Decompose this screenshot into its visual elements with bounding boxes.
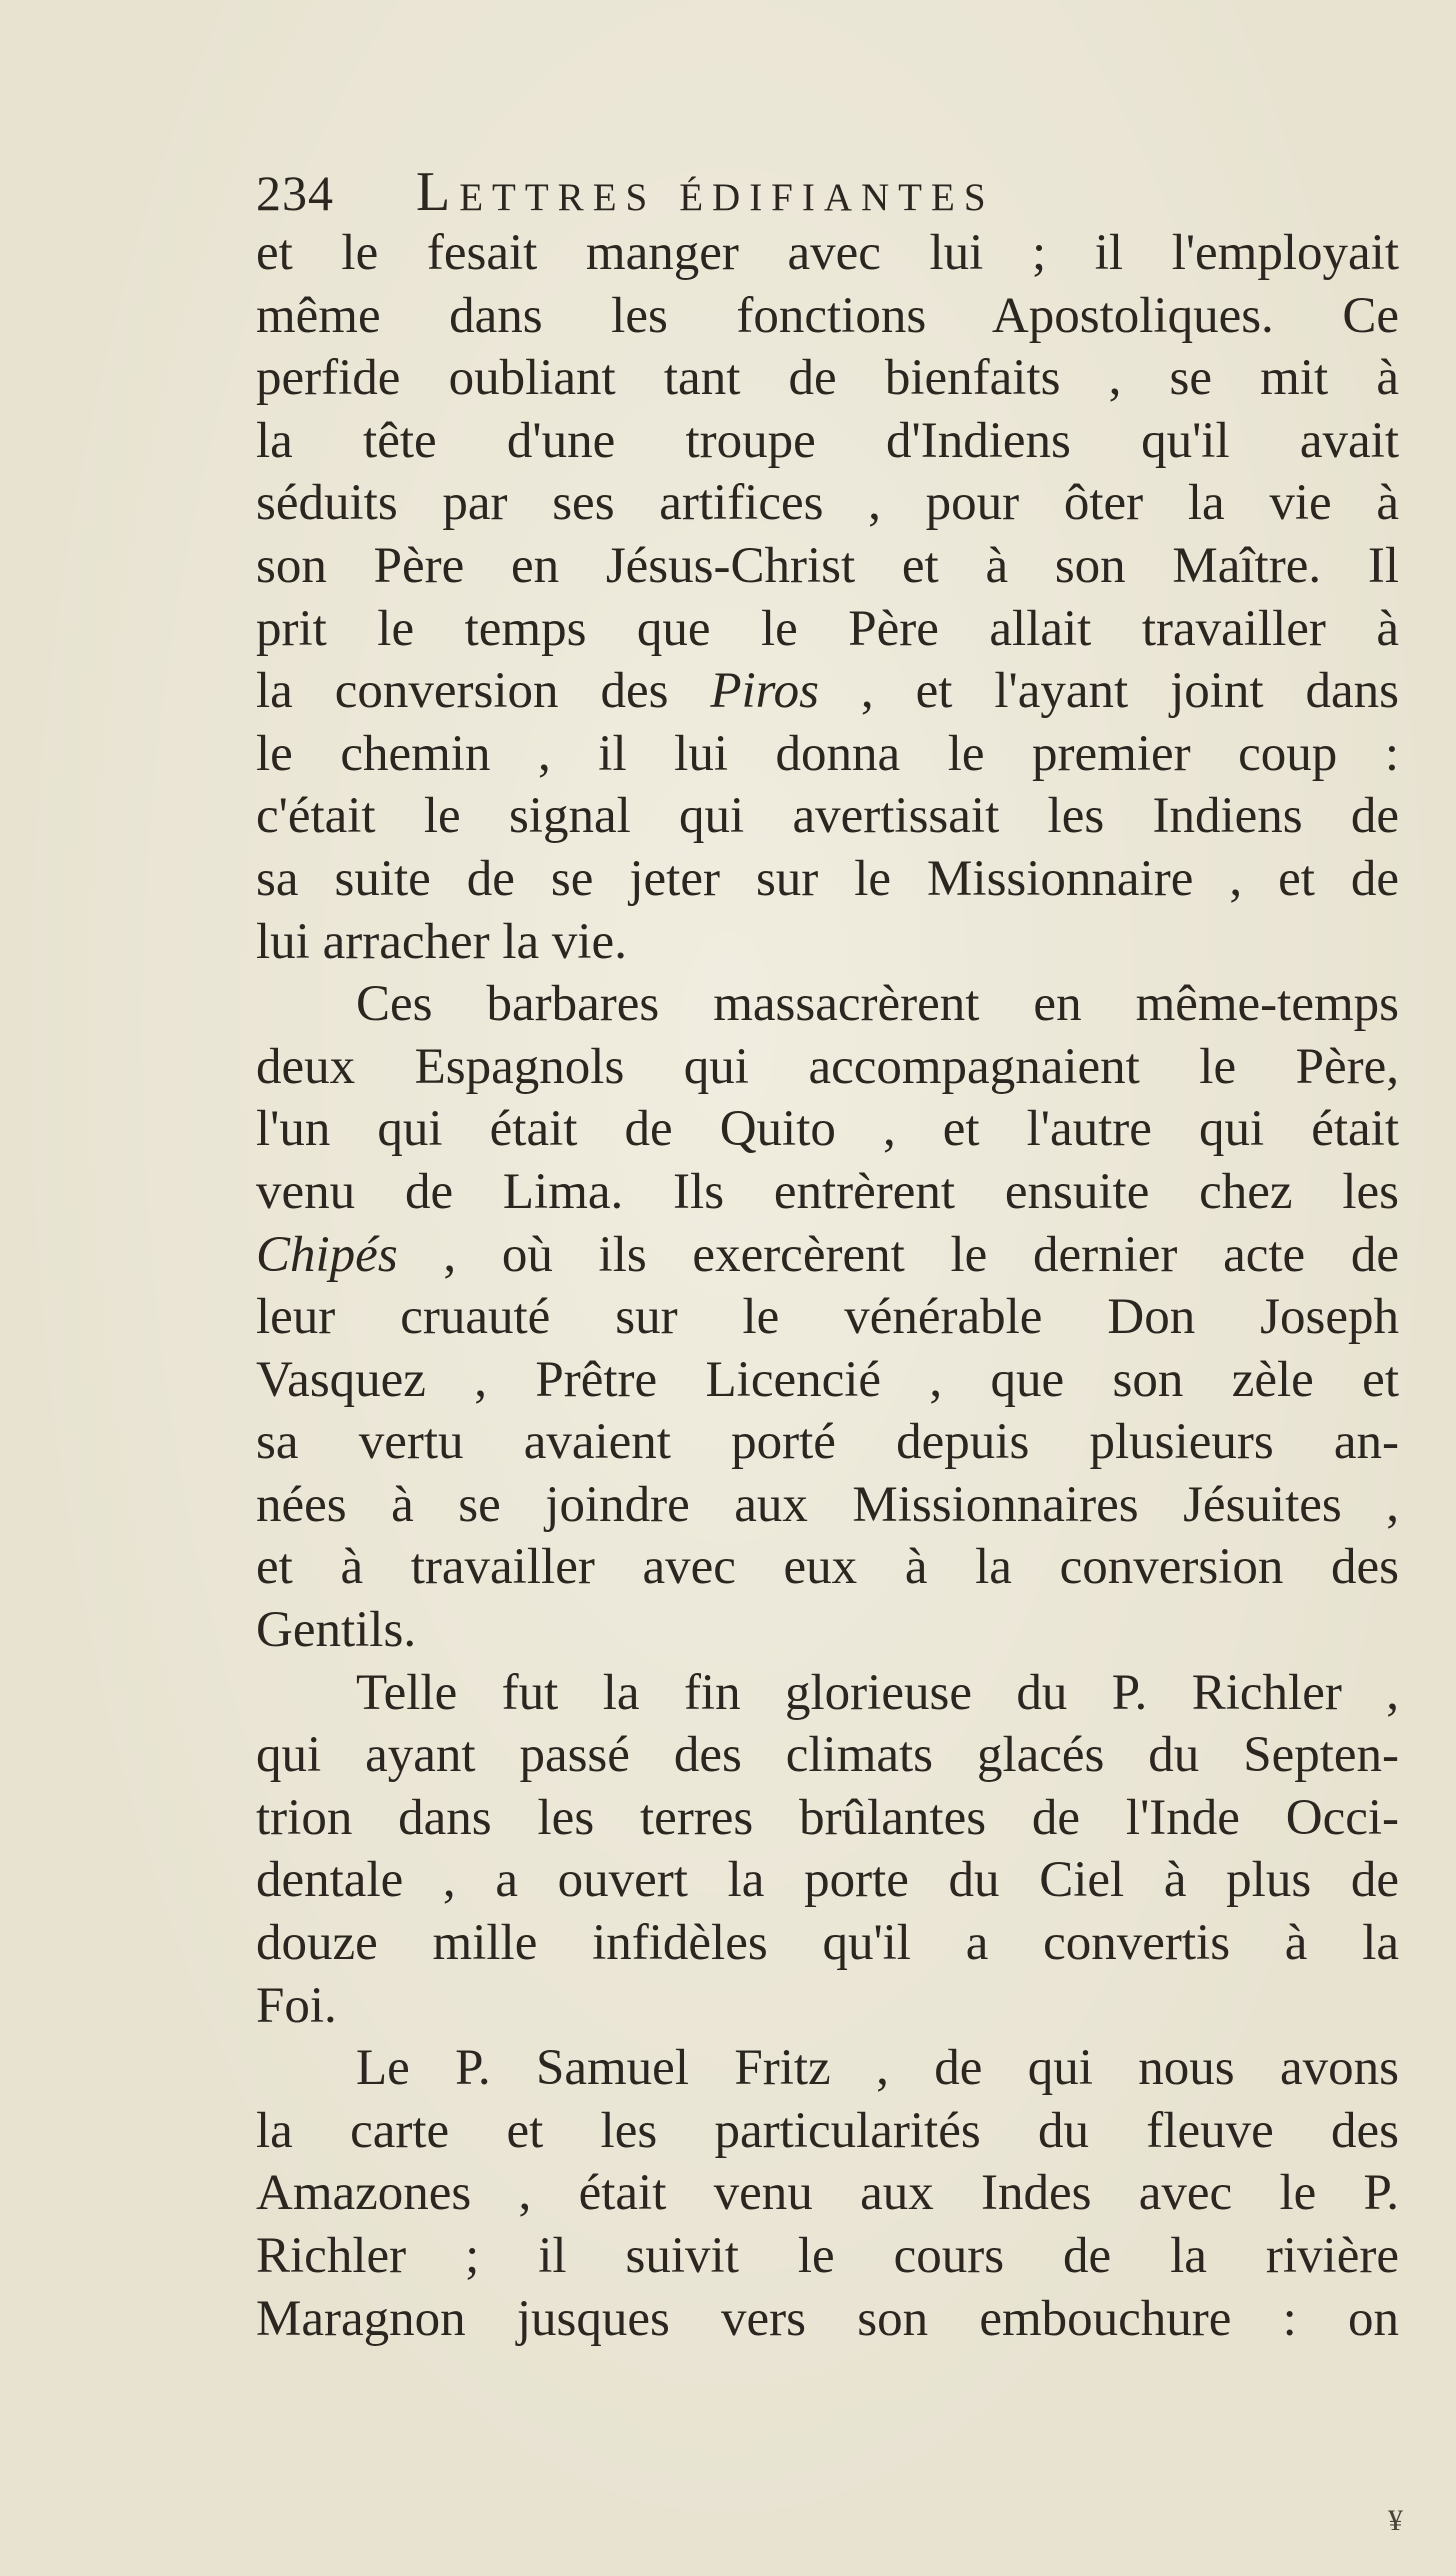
text-line: trion dans les terres brûlantes de l'Inde Occi-: [256, 1789, 1399, 1846]
text-line: perfide oubliant tant de bienfaits , se mit à: [256, 350, 1399, 407]
text-line: même dans les fonctions Apostoliques. Ce: [256, 287, 1399, 344]
text-line: douze mille infidèles qu'il a convertis à la: [256, 1915, 1399, 1972]
text-line: dentale , a ouvert la porte du Ciel à plus de: [256, 1852, 1399, 1909]
text-line: deux Espagnols qui accompagnaient le Père,: [256, 1038, 1399, 1095]
text-line: et à travailler avec eux à la conversion des: [256, 1539, 1399, 1596]
text-line: prit le temps que le Père allait travailler à: [256, 600, 1399, 657]
text-line: Ces barbares massacrèrent en même-temps: [356, 976, 1399, 1033]
text-line: son Père en Jésus-Christ et à son Maître. Il: [256, 537, 1399, 594]
text-line: la tête d'une troupe d'Indiens qu'il avait: [256, 412, 1399, 469]
page-header: [256, 160, 1256, 223]
text-line: la carte et les particularités du fleuve des: [256, 2102, 1399, 2159]
page-number: 234: [256, 165, 334, 221]
text-line: Gentils.: [256, 1602, 417, 1659]
text-line: sa vertu avaient porté depuis plusieurs an-: [256, 1414, 1399, 1471]
text-line: le chemin , il lui donna le premier coup :: [256, 725, 1399, 782]
text-line: venu de Lima. Ils entrèrent ensuite chez les: [256, 1163, 1399, 1220]
text-line: Chipés , où ils exercèrent le dernier acte de: [256, 1226, 1399, 1283]
text-line: leur cruauté sur le vénérable Don Joseph: [256, 1289, 1399, 1346]
text-line: sa suite de se jeter sur le Missionnaire , et de: [256, 850, 1399, 907]
body-text: [256, 222, 1399, 2350]
signature-mark: ¥: [1388, 2504, 1403, 2537]
text-line: qui ayant passé des climats glacés du Septen-: [256, 1727, 1399, 1784]
text-line: l'un qui était de Quito , et l'autre qui était: [256, 1101, 1399, 1158]
running-title: Lettres édifiantes: [416, 161, 995, 223]
text-line: nées à se joindre aux Missionnaires Jésuites ,: [256, 1476, 1399, 1533]
text-line: lui arracher la vie.: [256, 913, 627, 970]
text-line: c'était le signal qui avertissait les Indiens de: [256, 788, 1399, 845]
text-line: Foi.: [256, 1977, 337, 2034]
text-line: et le fesait manger avec lui ; il l'employait: [256, 225, 1399, 281]
text-line: Telle fut la fin glorieuse du P. Richler ,: [356, 1664, 1399, 1721]
text-line: Amazones , était venu aux Indes avec le P.: [256, 2165, 1399, 2222]
text-line: séduits par ses artifices , pour ôter la vie à: [256, 475, 1399, 532]
text-line: Le P. Samuel Fritz , de qui nous avons: [356, 2040, 1399, 2097]
text-line: Vasquez , Prêtre Licencié , que son zèle et: [256, 1351, 1399, 1408]
text-line: la conversion des Piros , et l'ayant joint dans: [256, 663, 1399, 720]
text-line: Maragnon jusques vers son embouchure : on: [256, 2290, 1399, 2347]
text-line: Richler ; il suivit le cours de la rivière: [256, 2228, 1399, 2284]
